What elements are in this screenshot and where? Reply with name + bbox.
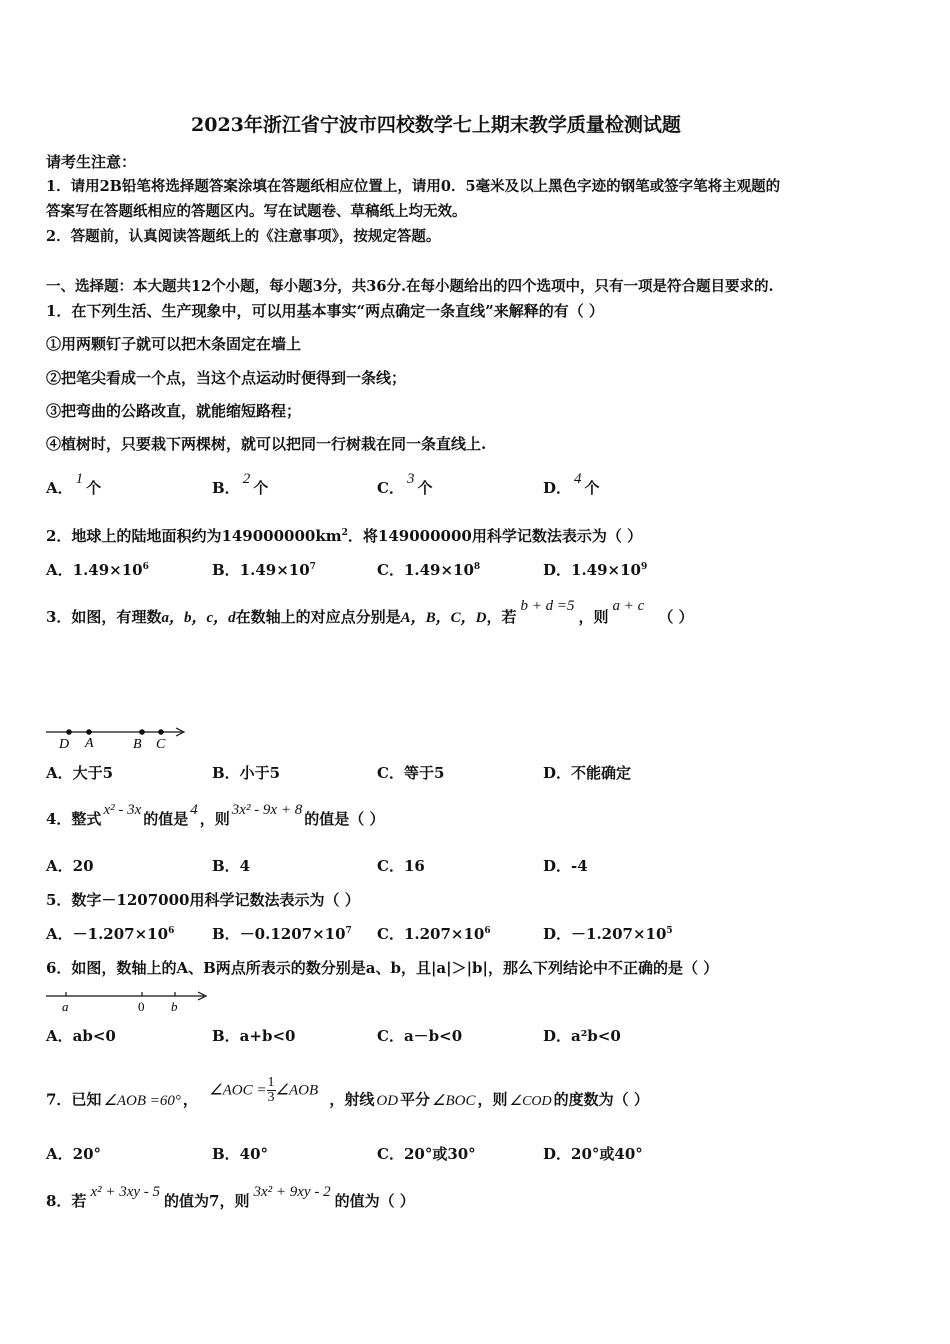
q3-option-c[interactable]: C．等于5 bbox=[377, 764, 445, 782]
q6-label-a: a bbox=[62, 999, 69, 1014]
q3-option-b[interactable]: B．小于5 bbox=[212, 764, 281, 782]
q4-option-b[interactable]: B．4 bbox=[212, 857, 251, 875]
q4-option-a[interactable]: A．20 bbox=[46, 857, 94, 875]
q6-number-line bbox=[42, 986, 214, 1016]
q2-option-a[interactable]: A．$1.49\times 10^6$ bbox=[46, 561, 149, 579]
q7-stem: 7．已知 ∠AOB =60° ， ∠AOC = $\frac{1}{3}$ ∠AOB ，射线 OD 平分 ∠BOC ，则 ∠COD 的度数为（ ） bbox=[46, 1075, 649, 1109]
q3-number-line bbox=[42, 720, 192, 754]
q6-label-b: b bbox=[171, 999, 178, 1014]
q3-label-b: B bbox=[133, 737, 142, 752]
q6-option-a[interactable]: A．ab<0 bbox=[46, 1027, 116, 1045]
q3-stem: 3．如图，有理数a，b，c，d在数轴上的对应点分别是A，B，C，D，若b + d =5，则a + c（ ） bbox=[46, 598, 694, 626]
q4-option-d[interactable]: D．-4 bbox=[543, 857, 588, 875]
q3-point-d bbox=[66, 729, 72, 735]
q2-option-b[interactable]: B．$1.49\times 10^7$ bbox=[212, 561, 316, 579]
q1-stem: 1．在下列生活、生产现象中，可以用基本事实“两点确定一条直线”来解释的有（ ） bbox=[46, 302, 604, 320]
q6-stem: 6．如图，数轴上的A、B两点所表示的数分别是a、b，且|a|＞|b|，那么下列结论中不正确的是（ ） bbox=[46, 959, 719, 977]
q3-option-d[interactable]: D．不能确定 bbox=[543, 764, 632, 782]
q3-point-a bbox=[86, 729, 92, 735]
q3-label-c: C bbox=[156, 737, 166, 752]
q6-option-c[interactable]: C．a－b<0 bbox=[377, 1027, 463, 1045]
page-title: 2023年浙江省宁波市四校数学七上期末教学质量检测试题 bbox=[191, 114, 681, 136]
q6-option-d[interactable]: D．a²b<0 bbox=[543, 1027, 621, 1045]
q7-option-a[interactable]: A．20° bbox=[46, 1145, 102, 1163]
q2-stem: 2．地球上的陆地面积约为$149000000km^2$．将149000000用科学记数法表示为（ ） bbox=[46, 527, 643, 545]
q4-stem: 4．整式 x² - 3x 的值是 4 ，则 3x² - 9x + 8 的值是（ ） bbox=[46, 802, 385, 828]
q1-option-d[interactable]: D． 4 个 bbox=[543, 471, 600, 497]
q7-option-b[interactable]: B．40° bbox=[212, 1145, 269, 1163]
q1-option-b[interactable]: B． 2 个 bbox=[212, 471, 269, 497]
q1-item-2: ②把笔尖看成一个点，当这个点运动时便得到一条线； bbox=[46, 369, 407, 387]
q2-option-c[interactable]: C．$1.49\times 10^8$ bbox=[377, 561, 481, 579]
q3-point-b bbox=[139, 729, 145, 735]
notice-line-2: 2．答题前，认真阅读答题纸上的《注意事项》，按规定答题。 bbox=[46, 228, 441, 245]
q5-option-d[interactable]: D．$-1.207\times 10^5$ bbox=[543, 925, 673, 943]
notice-heading: 请考生注意： bbox=[46, 153, 137, 171]
q7-option-c[interactable]: C．20°或30° bbox=[377, 1145, 476, 1163]
q1-option-a[interactable]: A． 1 个 bbox=[46, 471, 102, 497]
q1-option-c[interactable]: C． 3 个 bbox=[377, 471, 433, 497]
q3-point-c bbox=[158, 729, 164, 735]
q3-label-d: D bbox=[59, 737, 70, 752]
q1-item-1: ①用两颗钉子就可以把木条固定在墙上 bbox=[46, 335, 302, 353]
section-heading: 一、选择题：本大题共12个小题，每小题3分，共36分.在每小题给出的四个选项中，只有一项是符合题目要求的. bbox=[46, 278, 774, 295]
notice-line-1b: 答案写在答题纸相应的答题区内。写在试题卷、草稿纸上均无效。 bbox=[46, 203, 467, 220]
q2-option-d[interactable]: D．$1.49\times 10^9$ bbox=[543, 561, 648, 579]
q5-stem: 5．数字－1207000用科学记数法表示为（ ） bbox=[46, 891, 360, 909]
q3-label-a: A bbox=[85, 736, 94, 751]
q1-item-3: ③把弯曲的公路改直，就能缩短路程； bbox=[46, 402, 302, 420]
q7-fraction: $\frac{1}{3}$ bbox=[267, 1075, 275, 1105]
q5-option-a[interactable]: A．$-1.207\times 10^6$ bbox=[46, 925, 175, 943]
q7-condition-2: ∠AOC = $\frac{1}{3}$ ∠AOB bbox=[209, 1075, 319, 1105]
q3-option-a[interactable]: A．大于5 bbox=[46, 764, 114, 782]
q5-option-c[interactable]: C．$1.207\times 10^6$ bbox=[377, 925, 491, 943]
q4-option-c[interactable]: C．16 bbox=[377, 857, 425, 875]
q1-item-4: ④植树时，只要栽下两棵树，就可以把同一行树栽在同一条直线上. bbox=[46, 435, 487, 453]
notice-line-1: 1．请用2B铅笔将选择题答案涂填在答题纸相应位置上，请用0．5毫米及以上黑色字迹的钢笔或签字笔将主观题的 bbox=[46, 178, 781, 195]
q6-label-0: 0 bbox=[138, 999, 145, 1014]
q7-option-d[interactable]: D．20°或40° bbox=[543, 1145, 643, 1163]
q6-option-b[interactable]: B．a+b<0 bbox=[212, 1027, 296, 1045]
q8-stem: 8．若 x² + 3xy - 5 的值为7，则 3x² + 9xy - 2 的值为（ ） bbox=[46, 1184, 415, 1210]
q5-option-b[interactable]: B．$-0.1207\times 10^7$ bbox=[212, 925, 352, 943]
